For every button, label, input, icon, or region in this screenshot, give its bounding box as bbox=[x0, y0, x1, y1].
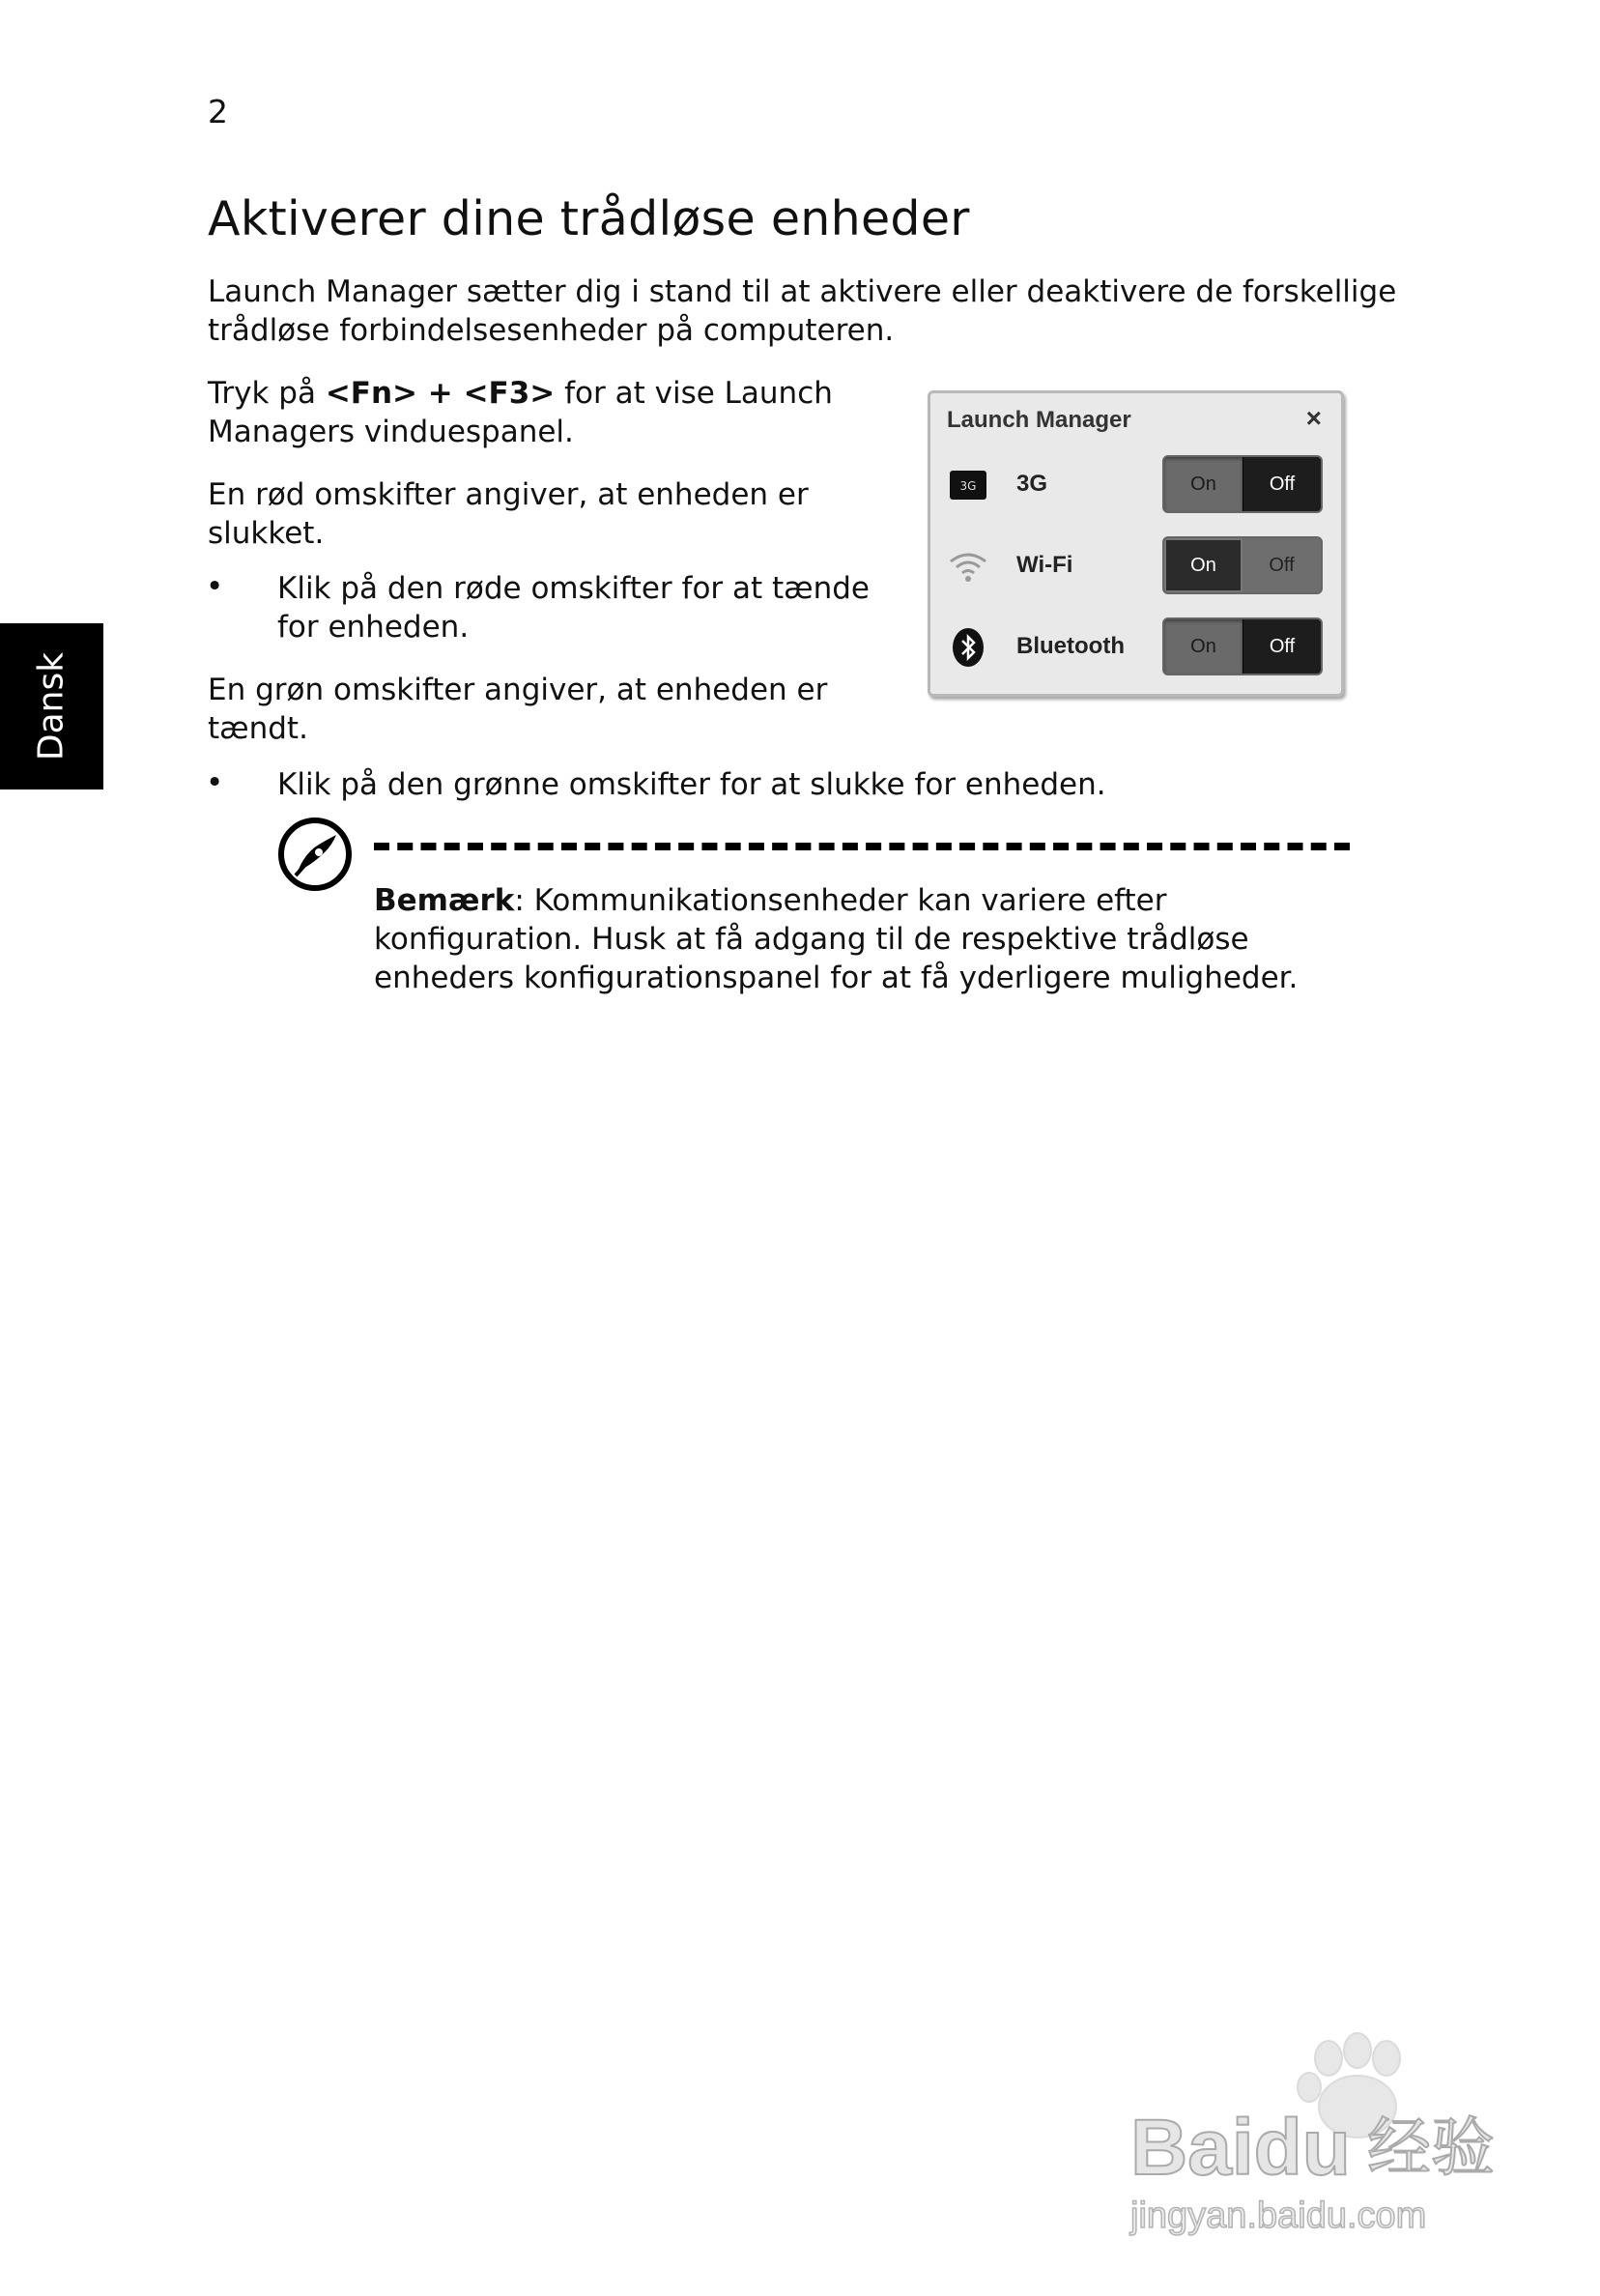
language-tab-label: Dansk bbox=[31, 651, 71, 761]
red-switch-paragraph bbox=[208, 475, 809, 553]
press-prefix: Tryk på bbox=[208, 376, 326, 411]
intro-line-1: Launch Manager sætter dig i stand til at aktivere eller deaktivere de forskellige bbox=[208, 274, 1397, 309]
intro-line-2: trådløse forbindelsesenheder på computeren. bbox=[208, 313, 895, 348]
page-heading: Aktiverer dine trådløse enheder bbox=[208, 191, 970, 246]
toggle-3g[interactable] bbox=[1162, 455, 1323, 513]
press-keys-paragraph bbox=[208, 374, 833, 451]
green-switch-line-2: tændt. bbox=[208, 711, 308, 746]
note-divider bbox=[374, 843, 1350, 850]
bluetooth-icon bbox=[948, 627, 988, 668]
bullet-marker: • bbox=[206, 765, 224, 800]
intro-paragraph bbox=[208, 273, 1396, 350]
page-number: 2 bbox=[208, 93, 228, 130]
wifi-icon bbox=[948, 546, 988, 587]
device-label: Bluetooth bbox=[1016, 633, 1125, 659]
3g-icon bbox=[948, 465, 988, 505]
red-bullet-line-1: Klik på den røde omskifter for at tænde bbox=[277, 571, 871, 606]
press-suffix: for at vise Launch bbox=[555, 376, 833, 411]
device-label: Wi-Fi bbox=[1016, 552, 1073, 578]
red-switch-line-1: En rød omskifter angiver, at enheden er bbox=[208, 477, 809, 512]
green-switch-paragraph bbox=[208, 671, 827, 748]
toggle-bluetooth[interactable] bbox=[1162, 617, 1323, 675]
toggle-on[interactable]: On bbox=[1164, 619, 1243, 674]
toggle-off[interactable]: Off bbox=[1243, 457, 1321, 511]
green-switch-bullet: Klik på den grønne omskifter for at slukke for enheden. bbox=[277, 767, 1106, 802]
red-switch-bullet bbox=[277, 569, 870, 646]
launch-manager-title: Launch Manager bbox=[947, 407, 1131, 433]
svg-text:3G: 3G bbox=[959, 479, 977, 493]
note-line-2: konfiguration. Husk at få adgang til de respektive trådløse bbox=[374, 922, 1249, 957]
bullet-marker: • bbox=[206, 569, 224, 604]
language-tab bbox=[0, 623, 103, 789]
toggle-wifi[interactable] bbox=[1162, 536, 1323, 594]
device-row-3g bbox=[930, 453, 1341, 513]
device-label: 3G bbox=[1016, 471, 1048, 497]
toggle-on[interactable]: On bbox=[1164, 457, 1243, 511]
press-line-2: Managers vinduespanel. bbox=[208, 415, 574, 449]
device-row-bluetooth bbox=[930, 616, 1341, 675]
baidu-watermark bbox=[1111, 2029, 1517, 2242]
note-line-3: enheders konfigurationspanel for at få yderligere muligheder. bbox=[374, 961, 1299, 995]
note-label: Bemærk bbox=[374, 883, 515, 918]
red-bullet-line-2: for enheden. bbox=[277, 610, 470, 645]
device-row-wifi bbox=[930, 534, 1341, 594]
key-combo: <Fn> + <F3> bbox=[325, 376, 556, 411]
watermark-brand: Baidu bbox=[1130, 2104, 1351, 2192]
note-paragraph bbox=[374, 881, 1298, 997]
close-icon[interactable]: × bbox=[1305, 403, 1322, 433]
toggle-off[interactable]: Off bbox=[1243, 538, 1321, 592]
note-text-1: : Kommunikationsenheder kan variere efter bbox=[514, 883, 1167, 918]
watermark-url: jingyan.baidu.com bbox=[1130, 2196, 1427, 2236]
toggle-on[interactable]: On bbox=[1164, 538, 1243, 592]
green-switch-line-1: En grøn omskifter angiver, at enheden er bbox=[208, 673, 828, 707]
launch-manager-panel bbox=[928, 390, 1344, 697]
watermark-cn: 经验 bbox=[1367, 2110, 1495, 2185]
red-switch-line-2: slukket. bbox=[208, 516, 325, 551]
note-pen-icon bbox=[276, 816, 354, 893]
toggle-off[interactable]: Off bbox=[1243, 619, 1321, 674]
